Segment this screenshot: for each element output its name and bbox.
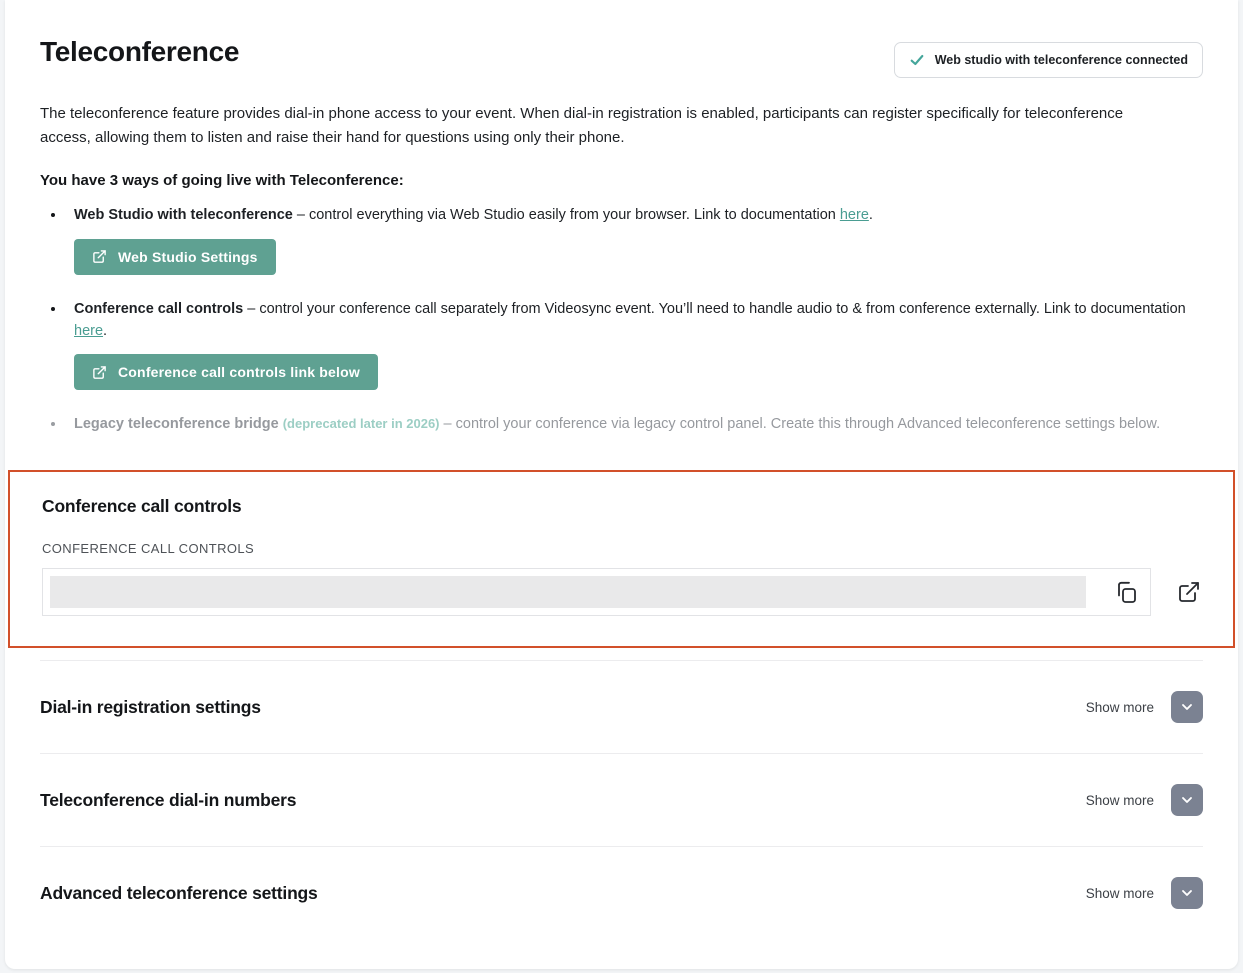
chevron-down-icon (1179, 792, 1195, 808)
expand-section-button[interactable] (1171, 691, 1203, 723)
show-more-label[interactable]: Show more (1085, 885, 1154, 901)
option-ccc-text: – control your conference call separately from Videosync event. You’ll need to handle audio to & from conference externally. Link to documentation (243, 300, 1186, 317)
web-studio-doc-link[interactable]: here (839, 207, 869, 223)
copy-icon (1114, 580, 1138, 604)
expand-section-button[interactable] (1171, 877, 1203, 909)
ccc-doc-link[interactable]: here (74, 322, 104, 339)
option-web-studio-suffix: . (868, 207, 873, 223)
section-dial-in-registration (40, 661, 1203, 754)
show-more-label[interactable]: Show more (1085, 792, 1154, 808)
option-legacy-text: – control your conference via legacy control panel. Create this through Advanced teleconference settings below. (439, 416, 1161, 433)
page-header (40, 36, 1203, 78)
option-legacy-bridge (66, 414, 1203, 436)
panel-heading: Conference call controls (42, 496, 242, 516)
status-badge (894, 42, 1203, 78)
expand-section-button[interactable] (1171, 784, 1203, 816)
conference-call-controls-field-label: CONFERENCE CALL CONTROLS (42, 541, 255, 556)
intro-paragraph: The teleconference feature provides dial-in phone access to your event. When dial-in registration is enabled, participants can register specifically for teleconference access, allowing them to listen and raise their hand for questions using only their phone. (40, 105, 1124, 146)
conference-call-controls-url-field[interactable] (42, 568, 1151, 616)
chevron-down-icon (1179, 885, 1195, 901)
conference-call-controls-field-row (42, 568, 1201, 616)
external-link-icon (92, 365, 107, 380)
option-ccc-suffix: . (103, 322, 108, 339)
section-title: Teleconference dial-in numbers (40, 789, 297, 810)
external-link-icon (92, 249, 107, 264)
teleconference-settings-card (5, 0, 1238, 969)
conference-call-controls-link-button[interactable] (74, 354, 378, 390)
deprecated-note: (deprecated later in 2026) (282, 416, 440, 432)
section-title: Advanced teleconference settings (40, 882, 318, 903)
option-web-studio-title: Web Studio with teleconference (74, 207, 293, 223)
page-title: Teleconference (40, 36, 240, 67)
option-legacy-title: Legacy teleconference bridge (74, 416, 279, 433)
section-advanced-settings (40, 847, 1203, 939)
option-web-studio (66, 205, 1203, 285)
conference-call-controls-link-button-label: Conference call controls link below (118, 364, 360, 381)
status-badge-label: Web studio with teleconference connected (934, 53, 1188, 67)
option-ccc-title: Conference call controls (74, 300, 244, 317)
open-in-new-tab-button[interactable] (1177, 580, 1201, 604)
ways-heading: You have 3 ways of going live with Teleconference: (40, 172, 404, 189)
copy-button[interactable] (1114, 580, 1138, 604)
external-link-icon (1177, 580, 1201, 604)
redacted-url-value (50, 576, 1086, 608)
show-more-label[interactable]: Show more (1085, 699, 1154, 715)
option-web-studio-text: – control everything via Web Studio easily from your browser. Link to documentation (292, 207, 840, 223)
web-studio-settings-button[interactable] (74, 239, 276, 275)
go-live-options-list (40, 205, 1203, 436)
web-studio-settings-button-label: Web Studio Settings (118, 248, 258, 265)
conference-call-controls-panel (8, 470, 1235, 648)
section-dial-in-numbers (40, 754, 1203, 847)
option-conference-call-controls (66, 299, 1203, 401)
chevron-down-icon (1179, 699, 1195, 715)
section-title: Dial-in registration settings (40, 696, 261, 717)
check-icon (909, 52, 925, 68)
